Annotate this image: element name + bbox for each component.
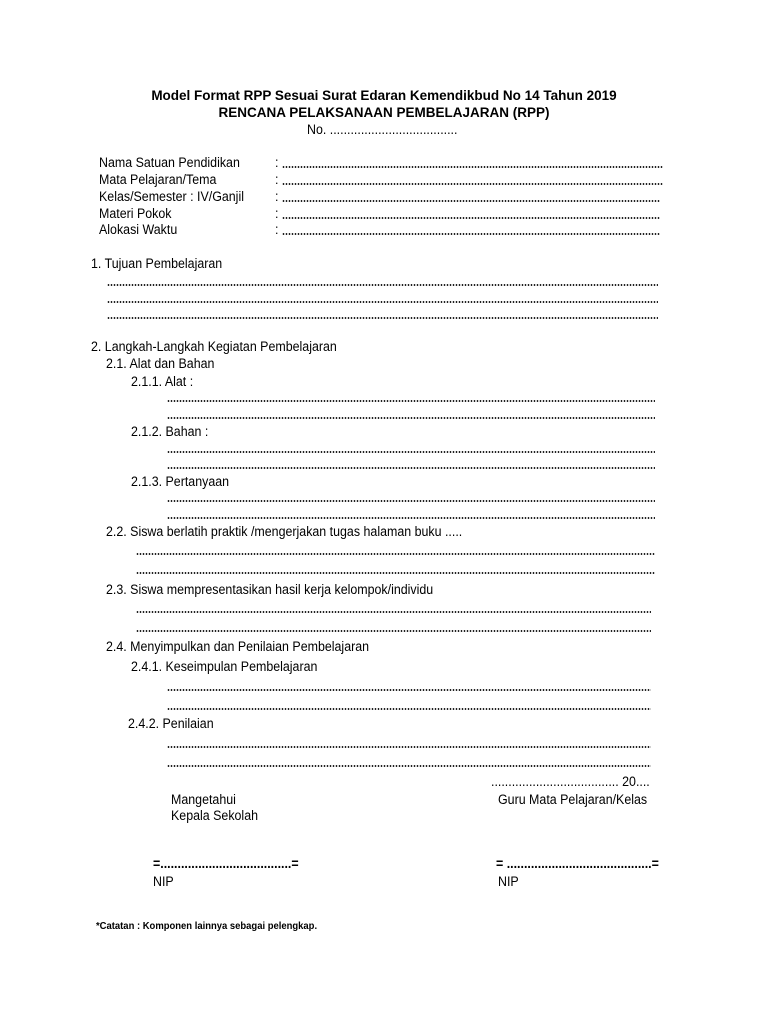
fill-line bbox=[167, 500, 655, 502]
section-2-4-1-heading: 2.4.1. Keseimpulan Pembelajaran bbox=[131, 659, 318, 674]
fill-line bbox=[167, 517, 655, 519]
date-line: ..................................... 20.... bbox=[491, 774, 650, 789]
field-fill-line bbox=[282, 183, 663, 185]
fill-line bbox=[136, 553, 655, 555]
field-colon: : bbox=[275, 222, 279, 237]
section-2-1-1-heading: 2.1.1. Alat : bbox=[131, 374, 194, 389]
fill-line bbox=[167, 451, 655, 453]
field-label-mata-pelajaran: Mata Pelajaran/Tema bbox=[99, 172, 217, 187]
right-nip-label: NIP bbox=[498, 874, 519, 889]
section-2-4-2-heading: 2.4.2. Penilaian bbox=[128, 716, 214, 731]
field-label-materi-pokok: Materi Pokok bbox=[99, 206, 172, 221]
left-signature-name: =......................................= bbox=[153, 856, 299, 871]
section-2-1-3-heading: 2.1.3. Pertanyaan bbox=[131, 474, 230, 489]
fill-line bbox=[107, 301, 658, 303]
fill-line bbox=[167, 765, 651, 767]
left-nip-label: NIP bbox=[153, 874, 174, 889]
section-2-heading: 2. Langkah-Langkah Kegiatan Pembelajaran bbox=[91, 339, 337, 354]
section-1-heading: 1. Tujuan Pembelajaran bbox=[91, 256, 223, 271]
document-title: Model Format RPP Sesuai Surat Edaran Kemendikbud No 14 Tahun 2019 bbox=[151, 88, 617, 103]
field-colon: : bbox=[275, 206, 279, 221]
section-2-1-2-heading: 2.1.2. Bahan : bbox=[131, 424, 209, 439]
footnote: *Catatan : Komponen lainnya sebagai pelengkap. bbox=[96, 920, 318, 932]
document-subtitle: RENCANA PELAKSANAAN PEMBELAJARAN (RPP) bbox=[218, 105, 550, 120]
field-fill-line bbox=[282, 200, 660, 202]
fill-line bbox=[167, 689, 651, 691]
fill-line bbox=[167, 400, 655, 402]
field-fill-line bbox=[282, 217, 660, 219]
field-colon: : bbox=[275, 172, 279, 187]
field-label-kelas-semester: Kelas/Semester : IV/Ganjil bbox=[99, 189, 244, 204]
field-label-satuan-pendidikan: Nama Satuan Pendidikan bbox=[99, 155, 240, 170]
left-signature-role: Kepala Sekolah bbox=[171, 808, 259, 823]
document-number: No. ..................................... bbox=[307, 122, 458, 137]
fill-line bbox=[167, 708, 651, 710]
field-label-alokasi-waktu: Alokasi Waktu bbox=[99, 222, 178, 237]
field-fill-line bbox=[282, 233, 660, 235]
section-2-4-heading: 2.4. Menyimpulkan dan Penilaian Pembelajaran bbox=[106, 639, 370, 654]
field-colon: : bbox=[275, 189, 279, 204]
right-signature-name: = ..........................................= bbox=[496, 856, 659, 871]
section-2-2-heading: 2.2. Siswa berlatih praktik /mengerjakan tugas halaman buku ..... bbox=[106, 524, 463, 539]
section-2-3-heading: 2.3. Siswa mempresentasikan hasil kerja kelompok/individu bbox=[106, 582, 434, 597]
fill-line bbox=[167, 417, 655, 419]
fill-line bbox=[167, 467, 655, 469]
fill-line bbox=[107, 284, 658, 286]
fill-line bbox=[136, 572, 655, 574]
right-signature-label: Guru Mata Pelajaran/Kelas bbox=[498, 792, 648, 807]
section-2-1-heading: 2.1. Alat dan Bahan bbox=[106, 356, 215, 371]
fill-line bbox=[136, 630, 651, 632]
fill-line bbox=[136, 611, 651, 613]
fill-line bbox=[107, 317, 658, 319]
left-signature-label: Mangetahui bbox=[171, 792, 236, 807]
field-fill-line bbox=[282, 166, 663, 168]
field-colon: : bbox=[275, 155, 279, 170]
fill-line bbox=[167, 746, 651, 748]
